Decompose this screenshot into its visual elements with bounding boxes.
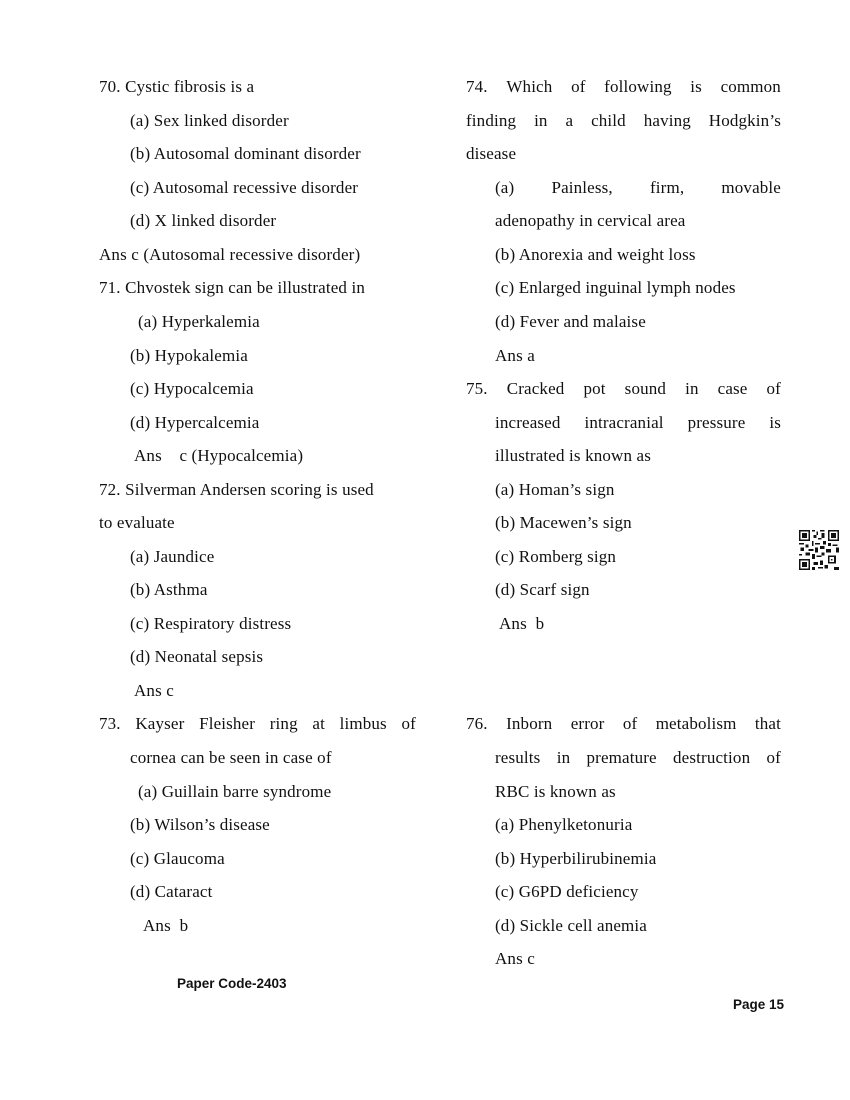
- q76-word: premature: [586, 748, 657, 767]
- q74-word: of: [571, 77, 586, 96]
- q74-answer: Ans a: [495, 346, 535, 365]
- q75-option-c: (c) Romberg sign: [495, 547, 617, 566]
- q74-word: child: [591, 111, 626, 130]
- q75-word: pressure: [687, 413, 746, 432]
- question-74-text-line3: disease: [466, 144, 517, 163]
- q74-word: finding: [466, 111, 517, 130]
- q73-word: Kayser: [135, 714, 185, 733]
- q73-word: limbus: [339, 714, 387, 733]
- q74-word: in: [534, 111, 548, 130]
- q76-answer: Ans c: [495, 949, 535, 968]
- question-73-text-line1: [99, 713, 416, 735]
- q76-word: error: [570, 714, 605, 733]
- q70-option-c: (c) Autosomal recessive disorder: [130, 178, 359, 197]
- page-number: 15: [769, 997, 785, 1012]
- q74-word: following: [604, 77, 672, 96]
- question-72-text-line2: to evaluate: [99, 513, 175, 532]
- q76-word: destruction: [673, 748, 751, 767]
- q76-word: 76.: [466, 714, 488, 733]
- question-72-text-line1: 72. Silverman Andersen scoring is used: [99, 480, 374, 499]
- q71-option-a: (a) Hyperkalemia: [138, 312, 260, 331]
- q75-word: intracranial: [584, 413, 664, 432]
- q72-answer: Ans c: [134, 681, 174, 700]
- q70-option-a: (a) Sex linked disorder: [130, 111, 289, 130]
- q74-option-a-justified: [495, 177, 781, 199]
- q75-word: is: [769, 413, 781, 432]
- q73-word: ring: [269, 714, 298, 733]
- q72-option-b: (b) Asthma: [130, 580, 208, 599]
- q75-word: increased: [495, 413, 561, 432]
- q70-option-b: (b) Autosomal dominant disorder: [130, 144, 361, 163]
- q71-option-c: (c) Hypocalcemia: [130, 379, 254, 398]
- question-75-text-line3: illustrated is known as: [495, 446, 651, 465]
- q76-option-d: (d) Sickle cell anemia: [495, 916, 647, 935]
- q74-word: having: [643, 111, 691, 130]
- q76-option-b: (b) Hyperbilirubinemia: [495, 849, 657, 868]
- q72-option-a: (a) Jaundice: [130, 547, 215, 566]
- page-number-label: [733, 997, 784, 1012]
- q76-word: that: [754, 714, 781, 733]
- q76-justified-line2: [495, 747, 781, 769]
- q71-answer: Ans c (Hypocalcemia): [134, 446, 304, 465]
- question-76-text-line3: RBC is known as: [495, 782, 616, 801]
- page-label: Page: [733, 997, 766, 1012]
- q73-answer: Ans b: [143, 916, 189, 935]
- q75-justified-line1: [466, 378, 781, 400]
- question-71-text: 71. Chvostek sign can be illustrated in: [99, 278, 366, 297]
- q73-justified-line: [99, 713, 416, 735]
- q74-option-b: (b) Anorexia and weight loss: [495, 245, 696, 264]
- q72-option-c: (c) Respiratory distress: [130, 614, 292, 633]
- question-75-text-line2: [495, 412, 781, 434]
- q74-word: movable: [721, 178, 781, 197]
- q76-word: results: [495, 748, 541, 767]
- q74-option-a: [495, 177, 781, 199]
- q75-word: 75.: [466, 379, 488, 398]
- q73-word: 73.: [99, 714, 121, 733]
- q74-justified-line1: [466, 76, 781, 98]
- q74-option-a-cont: adenopathy in cervical area: [495, 211, 686, 230]
- paper-code: Paper Code-2403: [177, 976, 287, 991]
- q70-answer: Ans c (Autosomal recessive disorder): [99, 245, 361, 264]
- q74-word: Which: [506, 77, 553, 96]
- question-76-text-line1: [466, 713, 781, 735]
- q75-answer: Ans b: [499, 614, 545, 633]
- q74-option-c: (c) Enlarged inguinal lymph nodes: [495, 278, 736, 297]
- q74-word: firm,: [649, 178, 685, 197]
- question-70-text: 70. Cystic fibrosis is a: [99, 77, 255, 96]
- q73-option-b: (b) Wilson’s disease: [130, 815, 270, 834]
- q76-word: Inborn: [506, 714, 553, 733]
- q74-justified-line2: [466, 110, 781, 132]
- q75-word: sound: [624, 379, 667, 398]
- q75-word: pot: [583, 379, 606, 398]
- q73-option-c: (c) Glaucoma: [130, 849, 225, 868]
- q74-word: 74.: [466, 77, 488, 96]
- q75-option-b: (b) Macewen’s sign: [495, 513, 632, 532]
- q76-option-c: (c) G6PD deficiency: [495, 882, 639, 901]
- question-76-text-line2: [495, 747, 781, 769]
- q74-word: Hodgkin’s: [708, 111, 781, 130]
- question-74-text-line2: [466, 110, 781, 132]
- q73-word: Fleisher: [199, 714, 256, 733]
- q76-word: metabolism: [655, 714, 737, 733]
- q75-option-d: (d) Scarf sign: [495, 580, 590, 599]
- q75-justified-line2: [495, 412, 781, 434]
- q76-justified-line1: [466, 713, 781, 735]
- qr-code-icon: [799, 530, 839, 570]
- q75-word: in: [685, 379, 699, 398]
- question-74-text-line1: [466, 76, 781, 98]
- q73-word: at: [312, 714, 325, 733]
- q73-option-d: (d) Cataract: [130, 882, 213, 901]
- q74-word: Painless,: [551, 178, 613, 197]
- q76-word: of: [766, 748, 781, 767]
- q75-word: case: [717, 379, 748, 398]
- q71-option-d: (d) Hypercalcemia: [130, 413, 260, 432]
- q74-word: is: [690, 77, 702, 96]
- q70-option-d: (d) X linked disorder: [130, 211, 277, 230]
- q76-option-a: (a) Phenylketonuria: [495, 815, 633, 834]
- q74-option-d: (d) Fever and malaise: [495, 312, 646, 331]
- q76-word: in: [556, 748, 571, 767]
- q72-option-d: (d) Neonatal sepsis: [130, 647, 264, 666]
- q76-word: of: [622, 714, 638, 733]
- q75-word: Cracked: [506, 379, 565, 398]
- q73-word: of: [401, 714, 416, 733]
- q71-option-b: (b) Hypokalemia: [130, 346, 248, 365]
- q74-word: common: [720, 77, 781, 96]
- q75-word: of: [766, 379, 781, 398]
- q75-option-a: (a) Homan’s sign: [495, 480, 615, 499]
- q74-word: (a): [495, 178, 515, 197]
- q73-option-a: (a) Guillain barre syndrome: [138, 782, 332, 801]
- q74-word: a: [565, 111, 574, 130]
- question-73-text-line2: cornea can be seen in case of: [130, 748, 332, 767]
- question-75-text-line1: [466, 378, 781, 400]
